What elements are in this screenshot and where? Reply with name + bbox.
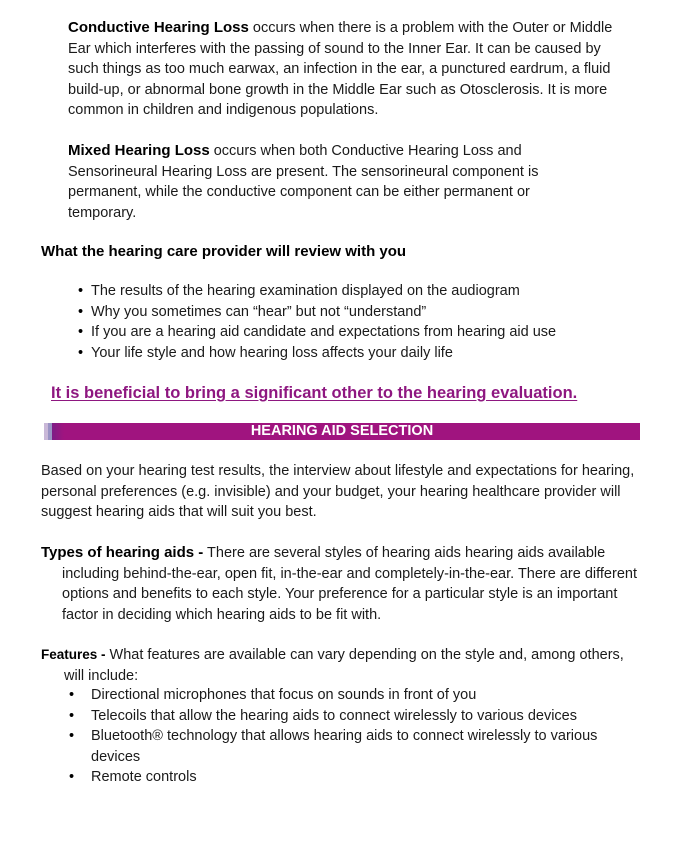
banner-title: HEARING AID SELECTION (250, 423, 434, 439)
list-item: • Your life style and how hearing loss affects your daily life (78, 343, 678, 364)
list-item: • Bluetooth® technology that allows hearing aids to connect wirelessly to various devices (69, 726, 639, 767)
conductive-paragraph (68, 18, 628, 121)
list-item: • Why you sometimes can “hear” but not “understand” (78, 302, 678, 323)
features-text: What features are available can vary depending on the style and, among others, will include: (64, 647, 624, 684)
features-term: Features - (41, 647, 106, 662)
conductive-term: Conductive Hearing Loss (68, 19, 249, 36)
features-list (69, 685, 639, 788)
types-term: Types of hearing aids - (41, 544, 204, 561)
types-text: There are several styles of hearing aids hearing aids available including behind-the-ear, open fit, in-the-ear and completely-in-the-ear. There are different options and benefits to each style. Your preference for a particular style is an important factor in deciding which hearing aids to be fit with. (62, 545, 637, 623)
types-paragraph (41, 543, 642, 625)
list-item: • Telecoils that allow the hearing aids to connect wirelessly to various devices (69, 706, 639, 727)
review-list (78, 281, 678, 363)
hearing-aid-selection-banner (44, 423, 640, 440)
conductive-text: occurs when there is a problem with the Outer or Middle Ear which interferes with the passing of sound to the Inner Ear. It can be caused by such things as too much earwax, an infection in the ear, a punctured eardrum, a fluid build-up, or abnormal bone growth in the Middle Ear such as Otosclerosis. It is more common in children and indigenous populations. (68, 20, 613, 118)
mixed-text: occurs when both Conductive Hearing Loss and Sensorineural Hearing Loss are present. The sensorineural component is permanent, while the conductive component can be either permanent or temporary. (68, 143, 539, 221)
list-item: • The results of the hearing examination displayed on the audiogram (78, 281, 678, 302)
list-item: • Directional microphones that focus on sounds in front of you (69, 685, 639, 706)
callout-text: It is beneficial to bring a significant other to the hearing evaluation. (51, 384, 578, 402)
list-item: • If you are a hearing aid candidate and expectations from hearing aid use (78, 322, 678, 343)
mixed-paragraph (68, 141, 588, 223)
features-paragraph (41, 645, 644, 686)
review-heading: What the hearing care provider will review with you (41, 243, 407, 260)
selection-intro-paragraph: Based on your hearing test results, the interview about lifestyle and expectations for hearing, personal preferences (e.g. invisible) and your budget, your hearing healthcare provider will suggest hearing aids that will suit you best. (41, 463, 635, 520)
list-item: • Remote controls (69, 767, 639, 788)
mixed-term: Mixed Hearing Loss (68, 142, 210, 159)
